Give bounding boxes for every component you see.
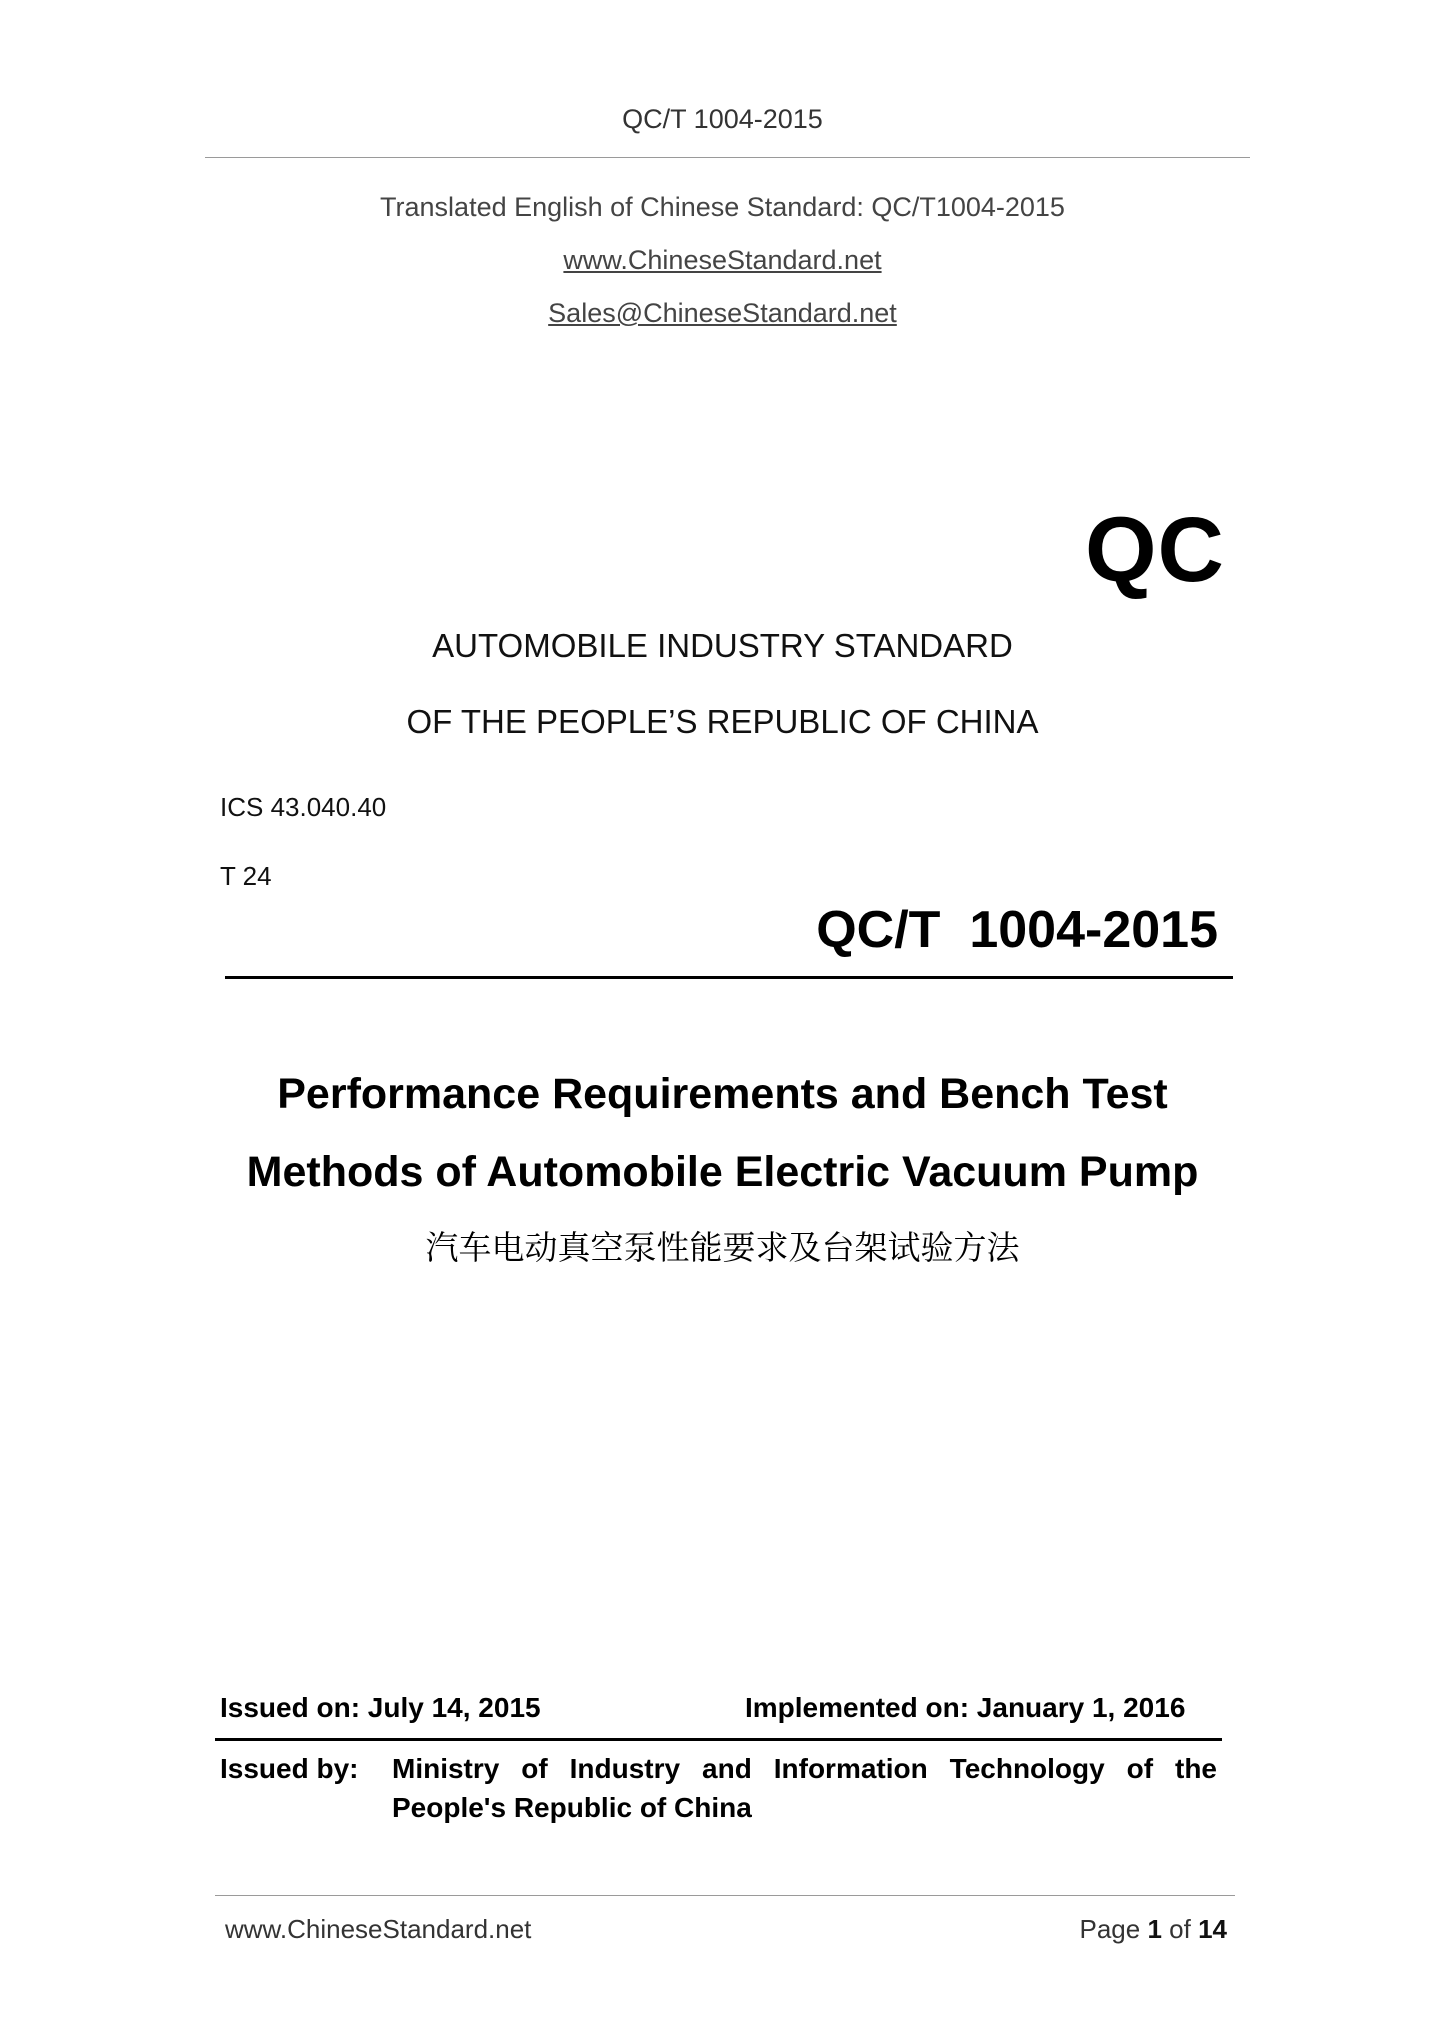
footer-divider [215, 1895, 1235, 1896]
title-en-line-1: Performance Requirements and Bench Test [277, 1070, 1168, 1118]
standard-number-rule [225, 976, 1233, 979]
issue-dates-rule [215, 1738, 1222, 1741]
page-indicator [960, 1914, 1227, 1945]
standard-number: QC/T 1004-2015 [816, 901, 1218, 959]
ccs-code: T 24 [220, 861, 272, 891]
running-header: QC/T 1004-2015 [622, 104, 823, 134]
footer-website: www.ChineseStandard.net [225, 1914, 532, 1944]
website-link[interactable]: www.ChineseStandard.net [563, 245, 882, 275]
page-total: 14 [1198, 1914, 1227, 1944]
page-of: of [1169, 1914, 1191, 1944]
issued-by-name: Ministry of Industry and Information Technology of the People's Republic of China [392, 1753, 1217, 1823]
website-link-container [0, 245, 1445, 276]
authority-line-2: OF THE PEOPLE’S REPUBLIC OF CHINA [406, 703, 1039, 740]
issued-by-label: Issued by: [220, 1753, 359, 1784]
page-current: 1 [1147, 1914, 1162, 1944]
implemented-on-date: Implemented on: January 1, 2016 [745, 1692, 1186, 1723]
title-zh: 汽车电动真空泵性能要求及台架试验方法 [425, 1228, 1020, 1267]
email-link[interactable]: Sales@ChineseStandard.net [548, 298, 897, 328]
ics-code: ICS 43.040.40 [220, 792, 387, 822]
issued-on-date: Issued on: July 14, 2015 [220, 1692, 541, 1723]
header-divider [205, 157, 1250, 158]
translation-title: Translated English of Chinese Standard: QC/T1004-2015 [380, 192, 1065, 222]
page-word: Page [1079, 1914, 1141, 1944]
title-en-line-2: Methods of Automobile Electric Vacuum Pump [246, 1148, 1199, 1196]
authority-line-1: AUTOMOBILE INDUSTRY STANDARD [432, 627, 1013, 664]
qc-logo: QC [1085, 499, 1225, 601]
email-link-container [0, 298, 1445, 329]
